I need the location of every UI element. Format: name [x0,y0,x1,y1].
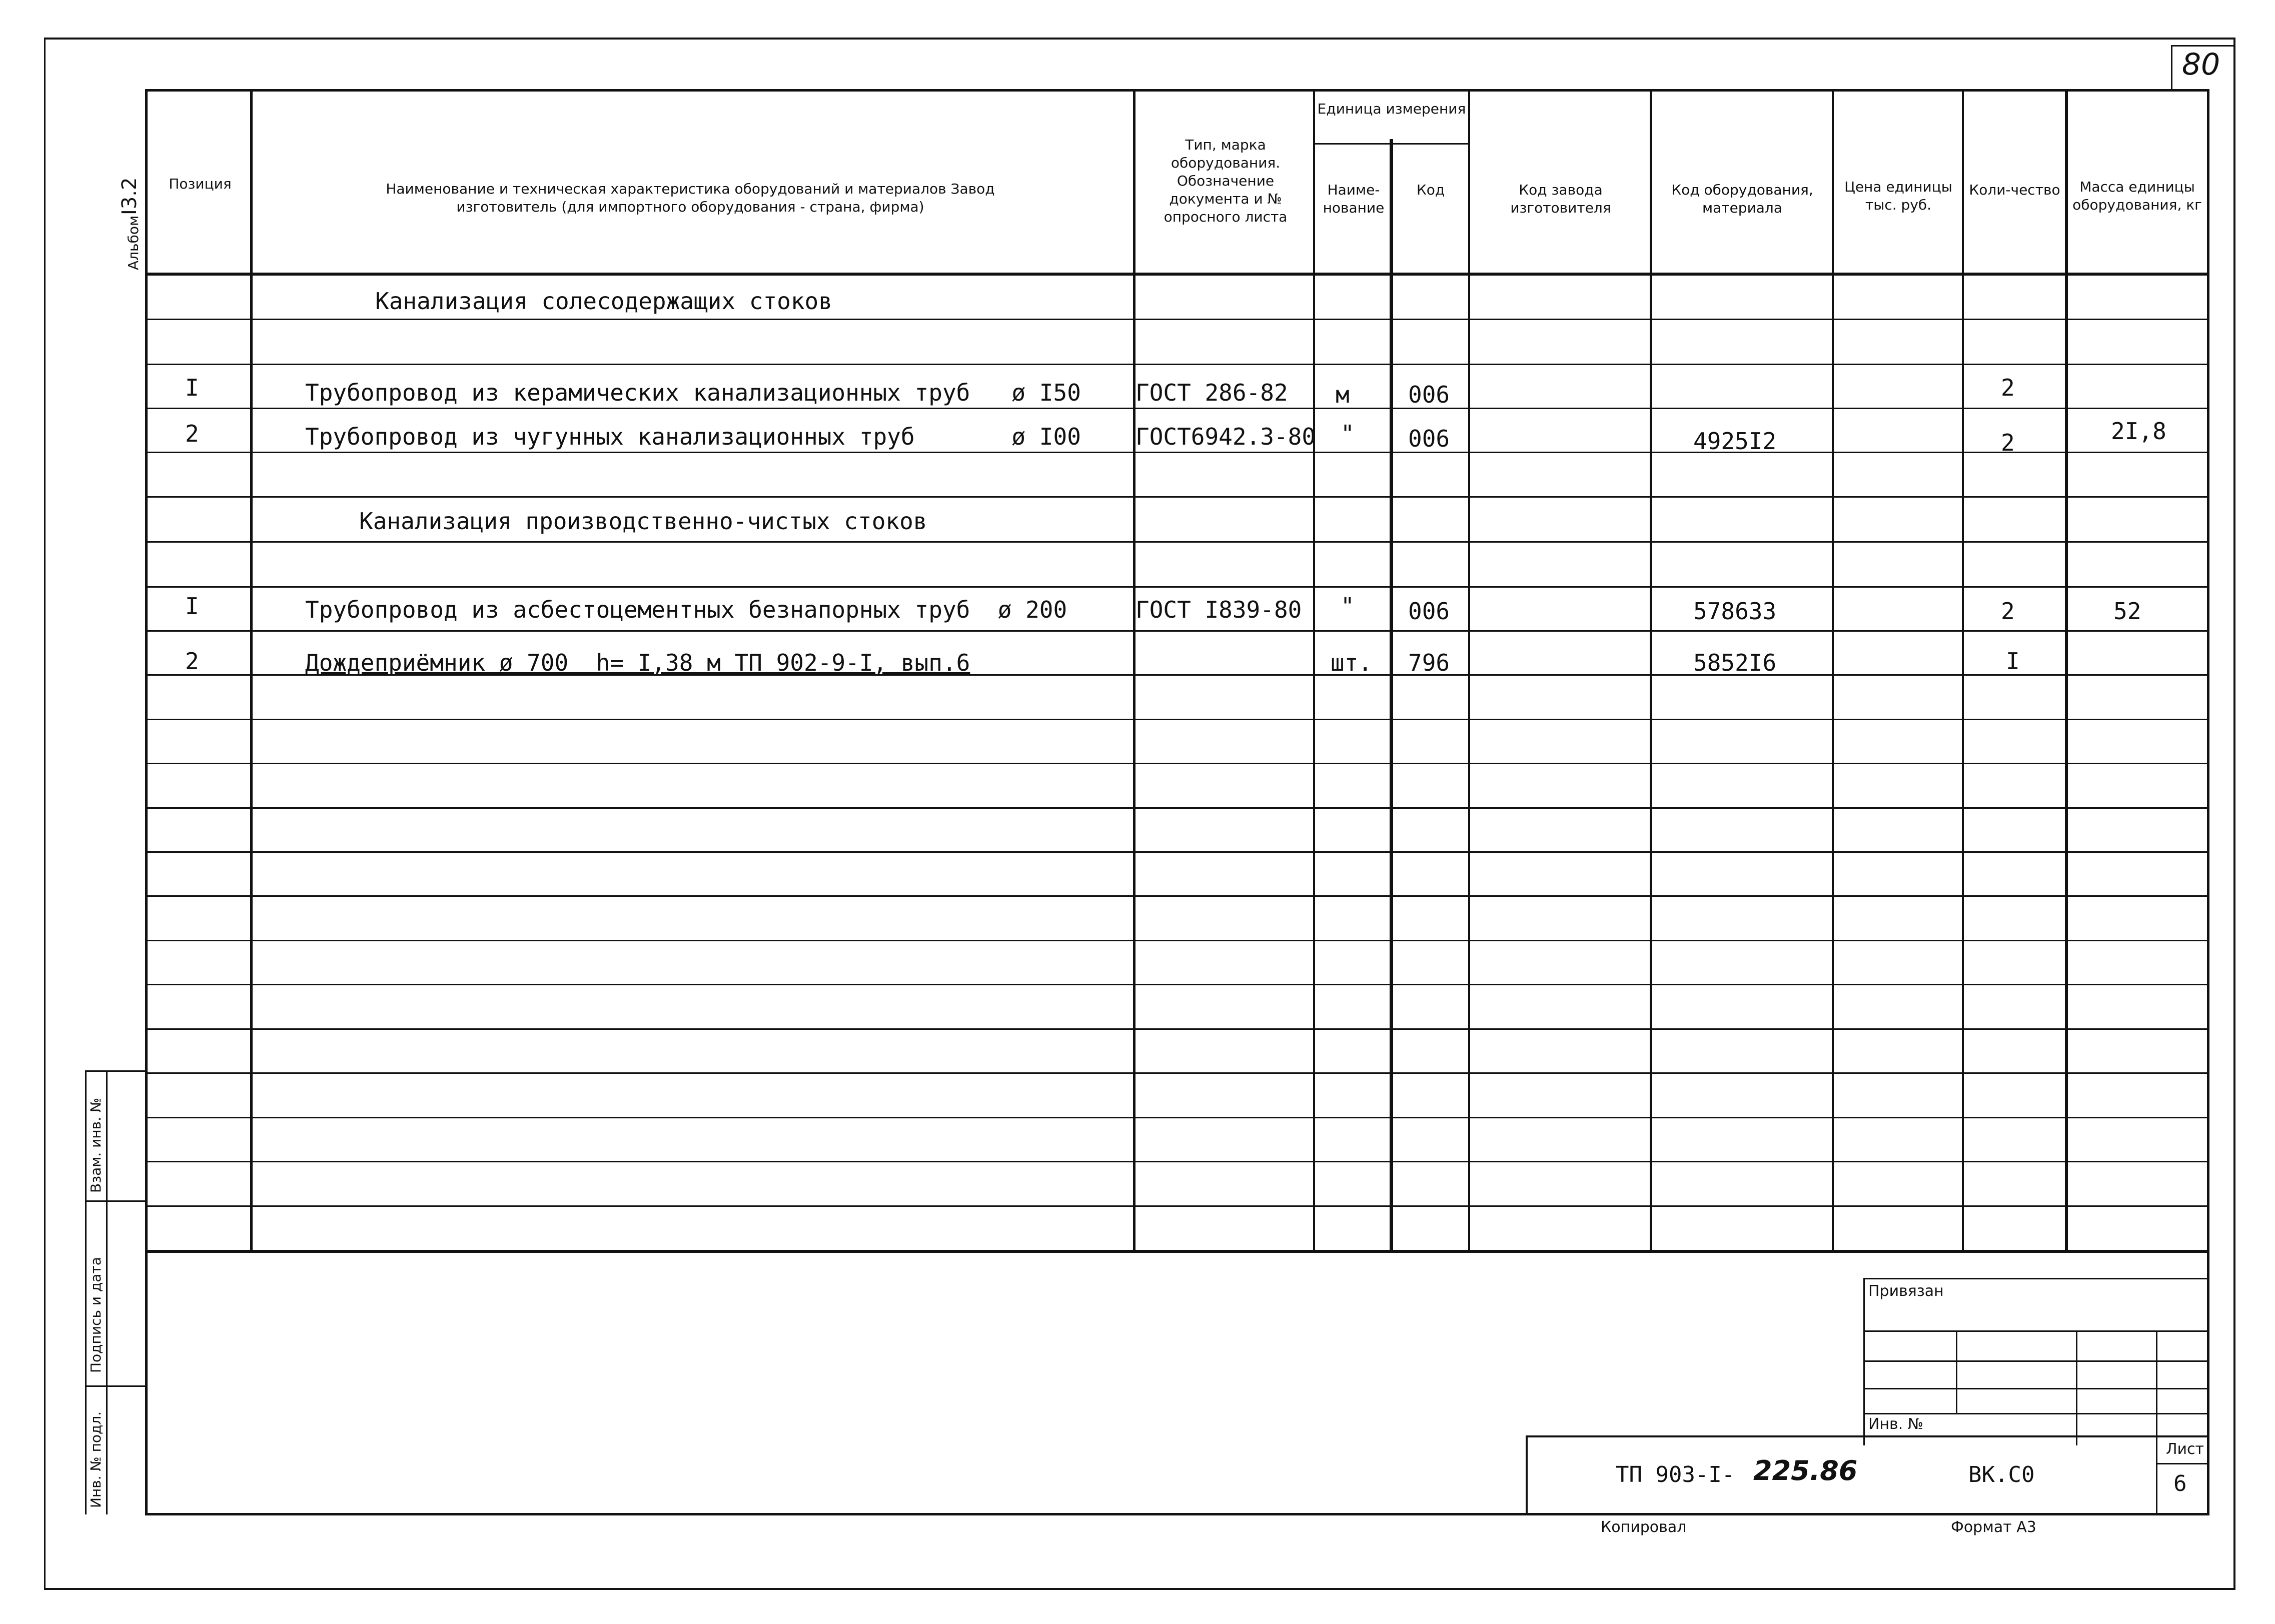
tb-inv-no: Инв. № [1868,1415,1924,1433]
row-name: Трубопровод из чугунных канализационных труб ø I00 [305,423,1081,450]
inner-right [2207,89,2209,1514]
section-heading: Канализация производственно-чистых стоков [359,508,927,535]
row-position: I [185,593,199,620]
inner-left [145,89,148,1514]
stamp-line [85,1385,146,1387]
header-unit-name: Наиме-нование [1323,182,1385,216]
tb-sheet-no: 6 [2173,1471,2187,1496]
row-code: 006 [1408,598,1450,625]
col-line [1468,89,1470,1252]
row-line [148,630,2207,632]
row-quantity: I [2006,648,2020,675]
row-name: Трубопровод из керамических канализационных труб ø I50 [305,379,1081,406]
row-unit: шт. [1331,649,1373,676]
header-unit-code: Код [1416,182,1445,198]
stamp-signature-date: Подпись и дата [88,1257,104,1373]
unit-header-line [1313,143,1468,145]
col-line [1133,89,1135,1252]
stamp-inv-podl: Инв. № подл. [88,1411,104,1508]
row-unit: " [1341,593,1355,620]
header-position: Позиция [169,176,232,192]
stamp-line [85,1070,87,1514]
row-line [148,763,2207,764]
tb-sheet-label: Лист [2166,1440,2204,1458]
footer-format: Формат А3 [1951,1518,2036,1536]
row-unit: " [1341,420,1355,447]
table-bottom-line [148,1250,2207,1253]
col-line [250,89,253,1252]
row-line [148,807,2207,809]
row-type: ГОСТ 286-82 [1135,379,1288,406]
header-type: Тип, марка оборудования. Обозначение документа и № опросного листа [1164,137,1288,225]
row-line [148,1161,2207,1162]
row-line [148,541,2207,543]
corner-box-top [2171,45,2233,47]
row-equipment-code: 4925I2 [1693,428,1777,455]
tb-line [2076,1330,2077,1445]
row-line [148,1028,2207,1030]
tb-line [2156,1330,2157,1515]
tb-line [1526,1435,1528,1515]
album-label: Альбом [125,215,142,270]
frame-right [2233,38,2235,1590]
tb-doc-code-hand: 225.86 [1753,1455,1858,1486]
stamp-line [85,1070,146,1072]
corner-number: 80 [2181,47,2220,82]
col-line [1390,139,1393,1252]
row-line [148,719,2207,720]
header-quantity: Коли-чество [1969,182,2060,198]
stamp-line [106,1070,108,1514]
col-line [2065,89,2068,1252]
header-mass: Масса единицы оборудования, кг [2072,179,2202,213]
stamp-line [85,1200,146,1202]
corner-box-left [2171,45,2172,90]
stamp-vzam-inv: Взам. инв. № [88,1097,104,1193]
row-position: 2 [185,420,199,447]
tb-line [1526,1435,2208,1437]
album-value: I3.2 [118,177,141,215]
row-quantity: 2 [2001,429,2015,456]
row-type: ГОСТ6942.3-80 [1135,423,1316,450]
tb-doc-code: ТП 903-I- [1616,1462,1735,1487]
col-line [1650,89,1652,1252]
row-line [148,895,2207,897]
row-line [148,319,2207,320]
row-line [148,1117,2207,1118]
row-position: I [185,374,199,401]
col-line [1962,89,1964,1252]
tb-line [1956,1330,1957,1413]
row-code: 796 [1408,649,1450,676]
header-price: Цена единицы тыс. руб. [1844,179,1952,213]
row-line [148,851,2207,853]
row-unit: м [1336,381,1350,408]
row-name: Дождеприёмник ø 700 h= I,38 м ТП 902-9-I, вып.6 [305,649,970,676]
tb-privyazan: Привязан [1868,1282,1944,1300]
row-position: 2 [185,648,199,675]
row-line [148,586,2207,588]
header-factory-code: Код завода изготовителя [1510,182,1611,216]
row-line [148,408,2207,409]
header-unit-group: Единица измерения [1317,101,1466,117]
row-type: ГОСТ I839-80 [1135,596,1302,623]
row-name: Трубопровод из асбестоцементных безнапорных труб ø 200 [305,596,1067,623]
col-line [1832,89,1834,1252]
header-bottom-line [148,273,2207,276]
row-quantity: 2 [2001,598,2015,625]
row-mass: 2I,8 [2111,418,2166,445]
row-code: 006 [1408,381,1450,408]
col-line [1313,89,1315,1252]
row-line [148,496,2207,498]
footer-copied: Копировал [1601,1518,1687,1536]
row-line [148,364,2207,365]
tb-section: ВК.С0 [1968,1462,2035,1487]
row-mass: 52 [2113,598,2141,625]
tb-line [2156,1463,2208,1464]
row-equipment-code: 5852I6 [1693,649,1777,676]
header-equipment-code: Код оборудования, материала [1671,182,1813,216]
frame-top [44,38,2235,40]
row-quantity: 2 [2001,374,2015,401]
row-equipment-code: 578633 [1693,598,1777,625]
row-line [148,984,2207,985]
row-line [148,1072,2207,1074]
row-code: 006 [1408,425,1450,452]
tb-line [1863,1278,2208,1279]
frame-left [44,38,46,1590]
row-line [148,940,2207,941]
table-top [145,89,2208,92]
inner-bottom [145,1513,2209,1515]
row-line [148,452,2207,453]
frame-bottom [44,1588,2235,1590]
section-heading: Канализация солесодержащих стоков [375,288,832,315]
row-line [148,1205,2207,1207]
header-name: Наименование и техническая характеристика оборудований и материалов Завод изготовитель (для импортного оборудования - страна, фирма) [386,181,995,215]
